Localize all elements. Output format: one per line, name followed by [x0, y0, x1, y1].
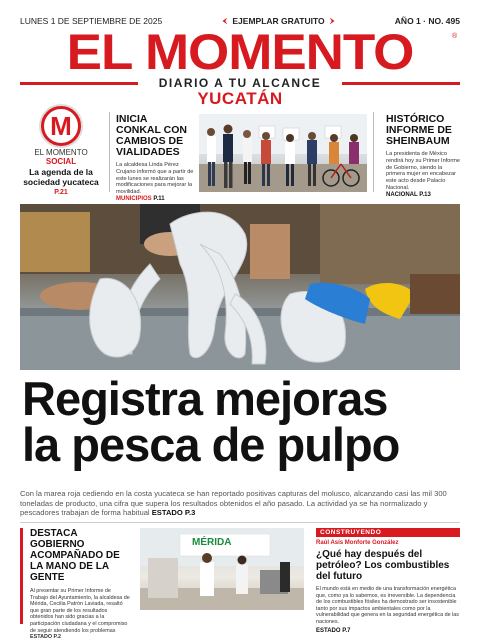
story-title: DESTACA GOBIERNO ACOMPAÑADO DE LA MANO DE LA GENTE	[30, 528, 120, 583]
brief-section	[116, 196, 194, 202]
social-brand: EL MOMENTO	[34, 148, 88, 157]
main-headline[interactable]	[22, 372, 462, 471]
lead-text: Con la marea roja cediendo en la costa yucateca se han reportado positivas capturas del molusco, alcanzando casi las mil 300 toneladas de producto, una cifra que supera los resultados obtenidos el año pasado. La actividad ya se ha normalizado y pescadores trabajan de forma habitual	[20, 489, 447, 518]
headline-line-1: Registra mejoras	[22, 372, 388, 425]
brief-title: HISTÓRICO INFORME DE SHEINBAUM	[386, 113, 452, 147]
people-scene-illustration	[199, 114, 367, 192]
social-label: SOCIAL	[45, 157, 77, 166]
octopus-hero-photo	[20, 204, 460, 370]
brief-conkal[interactable]	[116, 114, 194, 202]
brief-section	[386, 192, 462, 198]
column-tag: CONSTRUYENDO	[316, 528, 460, 537]
sign-text: MÉRIDA	[192, 537, 232, 548]
octopus-catch-illustration	[20, 204, 460, 370]
tagline: DIARIO A TU ALCANCE	[158, 76, 322, 90]
brief-section-page: P.11	[153, 195, 165, 202]
brief-body: La alcaldesa Linda Pérez Crujano informó que a partir de este lunes se realizarán las modificaciones para mejorar la movilidad.	[116, 162, 194, 196]
column-body: El mundo está en medio de una transformación energética que, como ya lo sabemos, es irreversible. La dependencia de los combustibles fósiles ha demostrado ser insostenible tanto por sus impactos ambientales como por la vulnerabilidad que genera en la seguridad energética de las naciones.	[316, 586, 459, 625]
edition-text: EJEMPLAR GRATUITO	[232, 16, 325, 26]
brief-title: INICIA CONKAL CON CAMBIOS DE VIALIDADES	[116, 113, 187, 158]
story-section-page: ESTADO P.2	[30, 634, 61, 641]
column-title: ¿Qué hay después del petróleo? Los combustibles del futuro	[316, 549, 450, 582]
momento-logo-icon: M	[41, 106, 81, 146]
main-lead	[20, 489, 460, 518]
brief-sheinbaum[interactable]	[386, 114, 462, 198]
divider	[109, 112, 110, 192]
brief-section-page: P.13	[419, 191, 431, 198]
conkal-event-photo	[199, 114, 367, 192]
registered-mark: ®	[452, 33, 458, 40]
column-section-page: ESTADO P.7	[316, 627, 351, 634]
social-page: P.21	[54, 189, 68, 196]
issue-date: LUNES 1 DE SEPTIEMBRE DE 2025	[20, 16, 163, 26]
story-body-text: Al presentar su Primer Informe de Trabajo del Ayuntamiento, la alcaldesa de Mérida, Cecilia Patrón Laviada, resaltó que gran parte de los resultados obtenidos han sido gracias a la participación ciudadana y el compromiso de seguir atendiendo los problemas	[30, 588, 130, 634]
edition-city: YUCATÁN	[197, 89, 283, 108]
brief-section-name: MUNICIPIOS	[116, 195, 152, 202]
story-gobierno[interactable]	[20, 528, 130, 641]
social-section-promo[interactable]	[20, 106, 102, 196]
headline-line-2: la pesca de pulpo	[22, 418, 400, 471]
lead-section-page: ESTADO P.3	[151, 508, 196, 518]
newspaper-masthead: EL MOMENTO	[66, 24, 414, 80]
column-author: Raúl Asís Monforte González	[316, 540, 399, 546]
brief-body: La presidenta de México rendirá hoy su Primer Informe de Gobierno, siendo la primera mujer en encabezar este acto desde Palacio Nacional.	[386, 151, 460, 191]
brief-section-name: NACIONAL	[386, 191, 418, 198]
issue-number: AÑO 1 · NO. 495	[394, 16, 460, 26]
column-construyendo[interactable]	[316, 528, 460, 634]
divider	[373, 112, 374, 192]
social-description: La agenda de la sociedad yucateca	[23, 167, 99, 187]
story-body	[30, 588, 130, 641]
section-divider	[20, 522, 460, 523]
informe-event-photo	[140, 528, 304, 610]
